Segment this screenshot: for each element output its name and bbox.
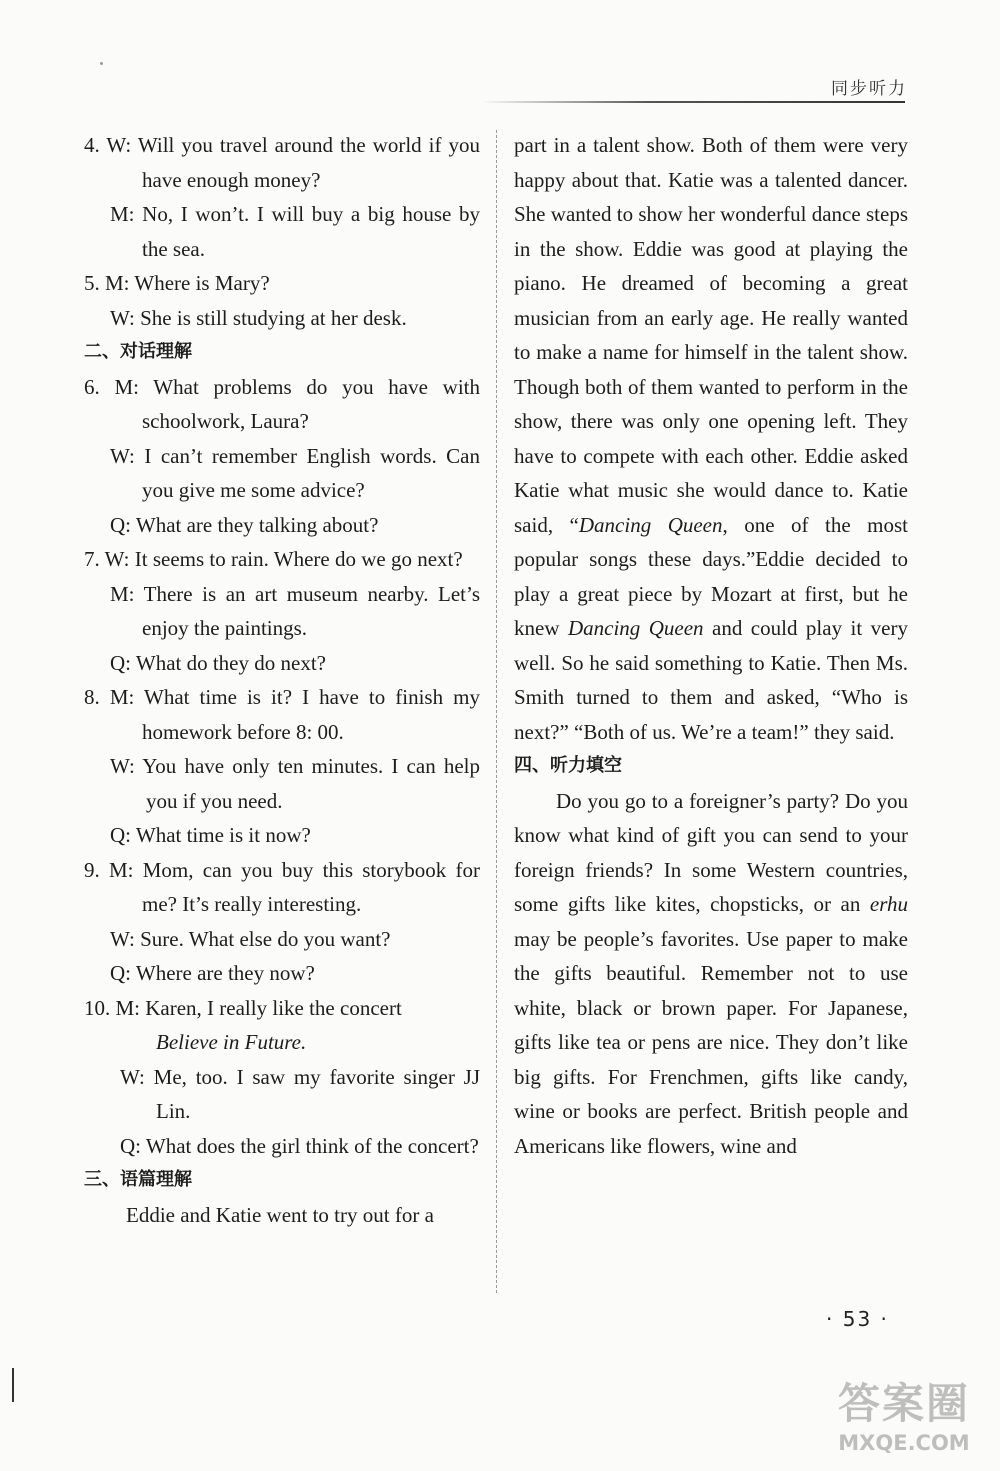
fill-paragraph <box>514 784 908 1164</box>
dialogue-line: Q: What do they do next? <box>110 650 326 675</box>
song-title: Dancing Queen <box>567 616 704 640</box>
erhu-term: erhu <box>869 892 908 916</box>
watermark <box>824 1379 984 1467</box>
dialogue-line: 5. M: Where is Mary? <box>84 271 270 295</box>
binding-mark <box>12 1368 14 1402</box>
passage-text: , one of the most popular songs these days.”Eddie decided to play a great piece by Mozart at first, but he knew <box>514 512 909 640</box>
dialogue-line: 8. M: What time is it? I have to finish my homework before 8: 00. <box>84 685 480 744</box>
section-heading: 三、语篇理解 <box>84 1169 192 1190</box>
dialogue-line: 7. W: It seems to rain. Where do we go next? <box>84 547 463 571</box>
dialogue-line: W: You have only ten minutes. I can help you if you need. <box>110 754 480 813</box>
dialogue-line: 4. W: Will you travel around the world if you have enough money? <box>84 133 480 192</box>
watermark-url: MXQE.COM <box>838 1431 970 1455</box>
watermark-logo: 答案圈 <box>837 1379 970 1428</box>
passage-start: Eddie and Katie went to try out for a <box>126 1202 434 1227</box>
scan-dot <box>100 62 103 65</box>
dialogue-line: 6. M: What problems do you have with schoolwork, Laura? <box>84 374 480 433</box>
section-heading: 二、对话理解 <box>84 341 192 362</box>
dialogue-line: M: No, I won’t. I will buy a big house by the sea. <box>110 202 480 261</box>
header-rule <box>480 101 905 103</box>
dialogue-line: W: Sure. What else do you want? <box>110 926 391 951</box>
running-header: 同步听力 <box>831 79 907 99</box>
dialogue-line: W: Me, too. I saw my favorite singer JJ Lin. <box>120 1064 480 1123</box>
left-column <box>84 128 480 1232</box>
dialogue-line: W: She is still studying at her desk. <box>110 305 407 330</box>
song-title: Dancing Queen <box>578 512 723 537</box>
passage-text: part in a talent show. Both of them were very happy about that. Katie was a talented dancer. She wanted to show her wonderful dance steps in the show. Eddie was good at playing the piano. He dreamed of becoming a great musician from an early age. He really wanted to make a name for himself in the talent show. Though both of them wanted to perform in the show, there was only one opening left. They have to compete with each other. Eddie asked Katie what music she would dance to. Katie said, “ <box>514 133 908 537</box>
page-number: · 53 · <box>826 1307 889 1331</box>
right-column <box>514 128 908 1163</box>
concert-title: Believe in Future. <box>156 1030 307 1054</box>
dialogue-line: Q: Where are they now? <box>110 961 315 985</box>
dialogue-line: Q: What are they talking about? <box>110 512 379 537</box>
dialogue-line: W: I can’t remember English words. Can you give me some advice? <box>110 443 480 502</box>
dialogue-line: M: There is an art museum nearby. Let’s enjoy the paintings. <box>110 581 480 640</box>
dialogue-line: 10. M: Karen, I really like the concert <box>84 995 402 1020</box>
dialogue-line: Q: What time is it now? <box>110 823 311 847</box>
passage-paragraph <box>514 128 908 749</box>
fill-text: may be people’s favorites. Use paper to make the gifts beautiful. Remember not to use white, black or brown paper. For Japanese, gifts like tea or pens are nice. They don’t like big gifts. For Frenchmen, gifts like candy, wine or books are perfect. British people and Americans like flowers, wine and <box>514 926 908 1158</box>
fill-text: Do you go to a foreigner’s party? Do you know what kind of gift you can send to your foreign friends? In some Western countries, some gifts like kites, chopsticks, or an <box>514 788 908 916</box>
passage-text: and could play it very well. So he said something to Katie. Then Ms. Smith turned to them and asked, “Who is next?” “Both of us. We’re a team!” they said. <box>514 616 908 744</box>
dialogue-line: Q: What does the girl think of the concert? <box>120 1133 479 1158</box>
column-divider <box>496 130 497 1293</box>
dialogue-line: 9. M: Mom, can you buy this storybook for me? It’s really interesting. <box>84 857 480 916</box>
section-heading: 四、听力填空 <box>514 755 622 776</box>
